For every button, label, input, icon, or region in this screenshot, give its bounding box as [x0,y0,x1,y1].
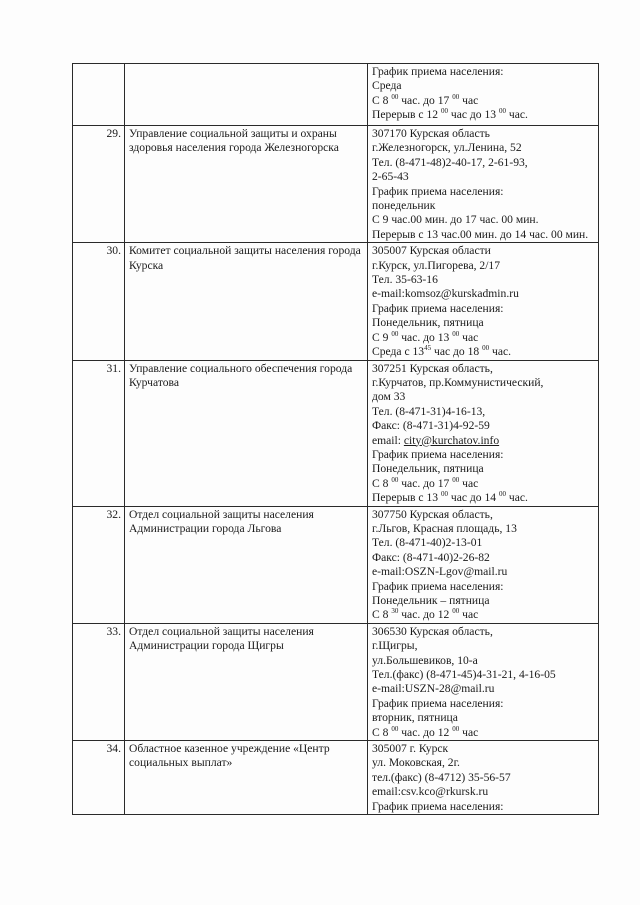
street-address: г.Железногорск, ул.Ленина, 52 [372,141,522,155]
table-row [73,741,599,815]
schedule-days: понедельник [372,199,436,213]
schedule-hours: С 9 $^{00}$ час. до 13 $^{00}$ час [372,329,479,344]
schedule-hours: С 8 $^{00}$ час. до 12 $^{00}$ час [372,724,479,739]
table-row [73,506,599,623]
organization-name: Отдел социальной защиты населения Администрации города Льгова [125,506,368,623]
row-number: 29. [73,126,125,243]
schedule-heading: График приема населения: [372,579,504,593]
schedule-days: Понедельник, пятница [372,316,484,330]
email: email: city@kurchatov.info [372,433,500,447]
postal-address: 307750 Курская область, [372,507,493,521]
schedule-heading: График приема населения: [372,65,504,78]
schedule-heading: График приема населения: [372,696,504,710]
email-link[interactable]: city@kurchatov.info [403,433,500,447]
schedule-days: Среда [372,79,402,93]
contact-info [368,64,599,126]
schedule-heading: График приема населения: [372,301,504,315]
city: г.Щигры, [372,639,418,653]
phone: Тел. (8-471-48)2-40-17, 2-61-93, [372,155,528,169]
contact-info [368,126,599,243]
schedule-heading: График приема населения: [372,799,504,813]
contact-info [368,623,599,740]
phone: Тел. 35-63-16 [372,273,438,287]
street-address: ул.Большевиков, 10-а [372,653,478,667]
row-number: 31. [73,360,125,506]
postal-address: 307170 Курская область [372,127,490,140]
schedule-hours: С 8 $^{00}$ час. до 17 $^{00}$ час [372,92,479,107]
schedule-heading: График приема населения: [372,184,504,198]
contact-info [368,506,599,623]
schedule-days: Понедельник – пятница [372,594,490,607]
table-row [73,126,599,243]
schedule-days: вторник, пятница [372,711,458,725]
row-number: 30. [73,243,125,360]
organization-name: Комитет социальной защиты населения города Курска [125,243,368,360]
street-address: ул. Моковская, 2г. [372,756,460,770]
street-address: г.Льгов, Красная площадь, 13 [372,521,517,535]
phone: Тел. (8-471-31)4-16-13, [372,404,486,418]
schedule-heading: График приема населения: [372,447,504,461]
email: e-mail:OSZN-Lgov@mail.ru [372,565,508,579]
postal-address: 306530 Курская область, [372,624,493,638]
organization-name [125,64,368,126]
table-row [73,360,599,506]
row-number: 33. [73,623,125,740]
postal-address: 307251 Курская область, [372,361,493,375]
street-address: г.Курск, ул.Пигорева, 2/17 [372,258,501,272]
schedule-break: Перерыв с 13 час.00 мин. до 14 час. 00 мин. [372,227,589,241]
phone-fax: Тел.(факс) (8-471-45)4-31-21, 4-16-05 [372,668,556,682]
schedule-hours: С 8 $^{30}$ час. до 12 $^{00}$ час [372,607,479,622]
schedule-hours: С 9 час.00 мин. до 17 час. 00 мин. [372,213,539,227]
social-protection-offices-table [72,63,599,815]
table-row [73,243,599,360]
email: email:csv.kco@rkursk.ru [372,785,489,799]
schedule-days: Понедельник, пятница [372,462,484,476]
email: e-mail:komsoz@kurskadmin.ru [372,287,519,301]
postal-address: 305007 г. Курск [372,742,449,756]
phone: Тел. (8-471-40)2-13-01 [372,536,483,550]
contact-info [368,741,599,815]
table-row [73,623,599,740]
email: e-mail:USZN-28@mail.ru [372,682,495,696]
postal-address: 305007 Курская области [372,244,491,258]
organization-name: Областное казенное учреждение «Центр социальных выплат» [125,741,368,815]
fax: Факс: (8-471-40)2-26-82 [372,550,490,564]
phone-fax: тел.(факс) (8-4712) 35-56-57 [372,770,511,784]
schedule-hours: С 8 $^{00}$ час. до 17 $^{00}$ час [372,475,479,490]
contact-info [368,360,599,506]
schedule-break: Перерыв с 13 $^{00}$ час до 14 $^{00}$ час. [372,490,528,505]
street-address: г.Курчатов, пр.Коммунистический, [372,375,544,389]
row-number: 32. [73,506,125,623]
schedule-break: Перерыв с 12 $^{00}$ час до 13 $^{00}$ час. [372,107,528,122]
fax: Факс: (8-471-31)4-92-59 [372,419,490,433]
building: дом 33 [372,390,406,404]
organization-name: Управление социальной защиты и охраны здоровья населения города Железногорска [125,126,368,243]
organization-name: Управление социального обеспечения города Курчатова [125,360,368,506]
table-row [73,64,599,126]
row-number [73,64,125,126]
schedule-wednesday: Среда с $13^{45}$ час до 18 $^{00}$ час. [372,344,512,359]
row-number: 34. [73,741,125,815]
phone-extra: 2-65-43 [372,170,409,184]
contact-info [368,243,599,360]
organization-name: Отдел социальной защиты населения Администрации города Щигры [125,623,368,740]
